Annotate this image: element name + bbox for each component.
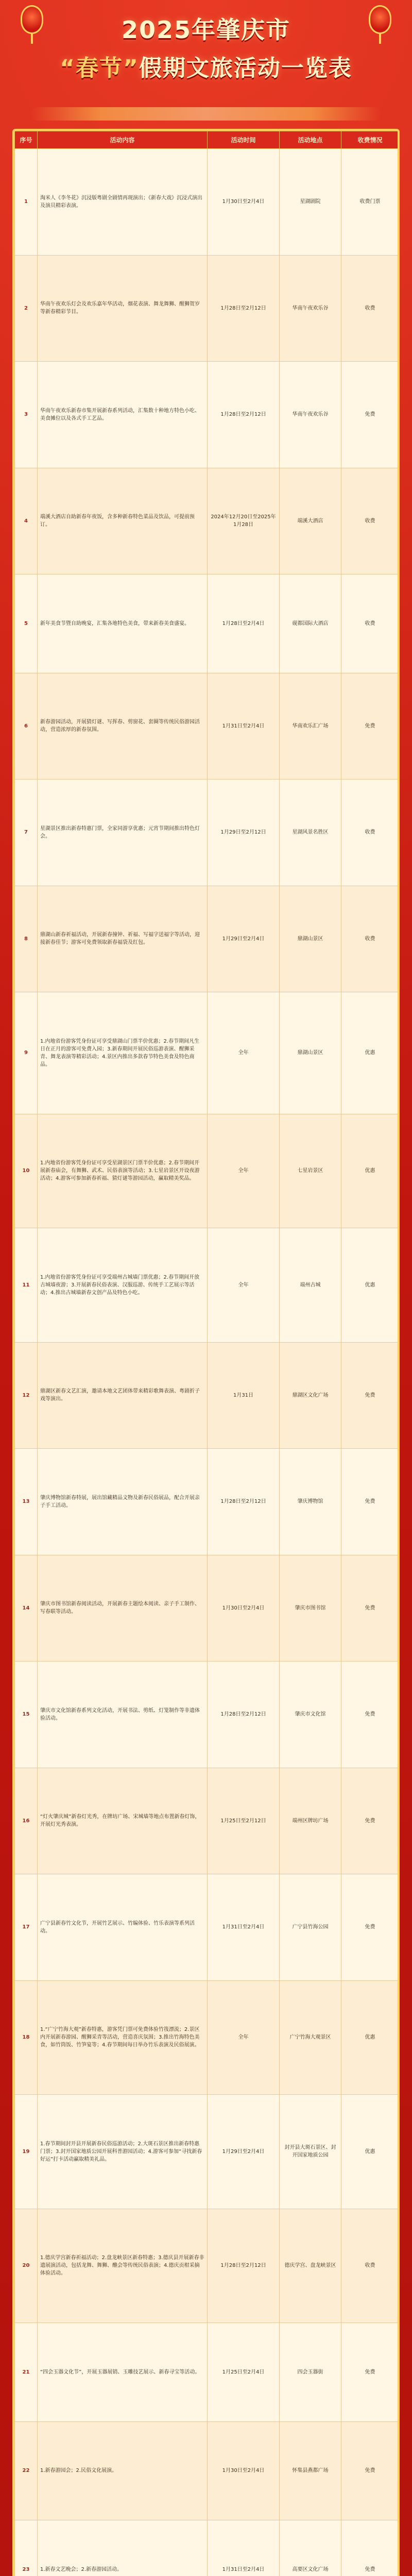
row-number: 22 (15, 2421, 38, 2520)
row-venue: 端州古城 (280, 1228, 341, 1343)
events-table-container (12, 129, 400, 2576)
row-fee: 收费门票 (341, 149, 399, 256)
table-row (15, 1874, 399, 1981)
column-header-fee: 收费情况 (341, 131, 399, 149)
row-content: 新年美食节暨自助晚宴，汇集各地特色美食，带来新春美食盛宴。 (38, 574, 208, 673)
row-content: 鼎湖山新春祈福活动，开展新春撞钟、祈福、写福字送福字等活动，迎接新春佳节；游客可免费领取新春福袋及红包。 (38, 886, 208, 992)
row-fee: 免费 (341, 362, 399, 468)
row-venue: 星湖风景名胜区 (280, 779, 341, 886)
row-fee: 免费 (341, 1342, 399, 1449)
row-time: 1月30日至2月4日 (208, 1555, 280, 1662)
row-number: 8 (15, 886, 38, 992)
table-row (15, 2421, 399, 2520)
table-row (15, 992, 399, 1114)
row-number: 18 (15, 1980, 38, 2095)
row-content: 华南午夜欢乐灯会及欢乐嘉年华活动，烟花表演、舞龙舞狮、醒狮贺岁等新春精彩节目。 (38, 255, 208, 362)
row-fee: 免费 (341, 673, 399, 779)
row-number: 20 (15, 2209, 38, 2323)
table-row (15, 2520, 399, 2576)
table-row (15, 255, 399, 362)
table-row (15, 2323, 399, 2422)
table-row (15, 1768, 399, 1874)
row-venue: 肇庆市文化馆 (280, 1662, 341, 1768)
table-row (15, 673, 399, 779)
row-venue: 七星岩景区 (280, 1114, 341, 1228)
row-venue: 鼎湖山景区 (280, 992, 341, 1114)
row-fee: 免费 (341, 1874, 399, 1981)
row-time: 1月31日 (208, 1342, 280, 1449)
row-content: 星湖景区推出新春特惠门票，全家同游享优惠；元宵节期间推出特色灯会。 (38, 779, 208, 886)
row-number: 23 (15, 2520, 38, 2576)
row-venue: 星湖剧院 (280, 149, 341, 256)
row-number: 2 (15, 255, 38, 362)
row-time: 1月28日至2月12日 (208, 362, 280, 468)
row-content: 1.“广宁竹海大观”新春特惠，游客凭门票可免费体验竹筏漂流；2.景区内开展新春游园、醒狮采青等活动，营造喜庆氛围；3.推出竹海特色美食，如竹筒饭、竹笋宴等；4.春节期间每日举办竹乐表演及民俗展演。 (38, 1980, 208, 2095)
row-time: 1月28日至2月12日 (208, 255, 280, 362)
row-number: 16 (15, 1768, 38, 1874)
row-content: 1.新春文艺晚会；2.新春游园活动。 (38, 2520, 208, 2576)
row-time: 1月30日至2月4日 (208, 2421, 280, 2520)
row-fee: 免费 (341, 2520, 399, 2576)
row-content: 鼎湖区新春文艺汇演，邀请本地文艺团体带来精彩歌舞表演、粤剧折子戏等演出。 (38, 1342, 208, 1449)
lantern-icon (369, 5, 391, 34)
row-fee: 优惠 (341, 2095, 399, 2209)
row-venue: 鼎湖山景区 (280, 886, 341, 992)
table-row (15, 1228, 399, 1343)
row-fee: 免费 (341, 2323, 399, 2422)
row-fee: 免费 (341, 2421, 399, 2520)
row-content: 1.内地省份游客凭身份证可享受端州古城墙门票优惠；2.春节期间开放古城墙夜游；3.开展新春民俗表演、汉服巡游、传统手工艺展示等活动；4.推出古城墙新春文创产品及特色小吃。 (38, 1228, 208, 1343)
row-number: 17 (15, 1874, 38, 1981)
row-venue: 砚都国际大酒店 (280, 574, 341, 673)
row-content: 广宁县新春竹文化节，开展竹艺展示、竹编体验、竹乐表演等系列活动。 (38, 1874, 208, 1981)
row-content: 1.内地省份游客凭身份证可享受星湖景区门票半价优惠；2.春节期间开展新春庙会，有舞狮、武术、民俗表演等活动；3.七星岩景区开设夜游活动；4.游客可参加新春祈福、猜灯谜等游园活动，赢取精美奖品。 (38, 1114, 208, 1228)
row-number: 3 (15, 362, 38, 468)
row-number: 1 (15, 149, 38, 256)
row-venue: 端州区牌坊广场 (280, 1768, 341, 1874)
row-fee: 收费 (341, 886, 399, 992)
row-number: 7 (15, 779, 38, 886)
table-row (15, 1555, 399, 1662)
row-content: 淘米人《李冬花》沉浸版粤剧全剧情再现演出；《新春大戏》沉浸式演出及演员精彩表演。 (38, 149, 208, 256)
table-row (15, 1662, 399, 1768)
row-time: 1月28日至2月12日 (208, 1449, 280, 1555)
row-content: 1.新春游园会；2.民俗文化展演。 (38, 2421, 208, 2520)
table-header-row (15, 131, 399, 149)
table-row (15, 2095, 399, 2209)
row-number: 13 (15, 1449, 38, 1555)
row-content: 华南午夜欢乐新春市集开展新春系列活动，汇集数十种地方特色小吃、美食摊位以及各式手工艺品。 (38, 362, 208, 468)
row-venue: 广宁县竹海公园 (280, 1874, 341, 1981)
table-row (15, 1449, 399, 1555)
row-content: “四会玉器文化节”，开展玉器展销、玉雕技艺展示、新春寻宝等活动。 (38, 2323, 208, 2422)
row-fee: 收费 (341, 255, 399, 362)
table-row (15, 574, 399, 673)
row-content: 肇庆市文化馆新春系列文化活动，开展书法、剪纸、灯笼制作等非遗体验活动。 (38, 1662, 208, 1768)
row-number: 6 (15, 673, 38, 779)
row-venue: 四会玉器街 (280, 2323, 341, 2422)
row-time: 全年 (208, 1980, 280, 2095)
row-time: 1月31日至2月4日 (208, 2520, 280, 2576)
row-number: 14 (15, 1555, 38, 1662)
row-venue: 端溪大酒店 (280, 468, 341, 574)
row-time: 全年 (208, 1114, 280, 1228)
column-header-no: 序号 (15, 131, 38, 149)
title-suffix: 假期文旅活动一览表 (139, 55, 352, 81)
column-header-time: 活动时间 (208, 131, 280, 149)
row-venue: 鼎湖区文化广场 (280, 1342, 341, 1449)
row-fee: 免费 (341, 1555, 399, 1662)
row-time: 1月28日至2月12日 (208, 2209, 280, 2323)
lantern-icon (21, 5, 43, 34)
events-table (14, 131, 399, 2576)
table-row (15, 468, 399, 574)
row-time: 1月29日至2月4日 (208, 886, 280, 992)
row-fee: 收费 (341, 2209, 399, 2323)
row-number: 5 (15, 574, 38, 673)
row-number: 12 (15, 1342, 38, 1449)
column-header-venue: 活动地点 (280, 131, 341, 149)
header (0, 0, 412, 129)
row-content: 肇庆市图书馆新春阅读活动，开展新春主题绘本阅读、亲子手工制作、写春联等活动。 (38, 1555, 208, 1662)
row-number: 15 (15, 1662, 38, 1768)
row-content: 1.德庆学宫新春祈福活动；2.盘龙峡景区新春特惠；3.德庆县开展新春非遗展演活动，包括龙舞、舞狮、醮会等传统民俗表演；4.德庆贡柑采摘体验活动。 (38, 2209, 208, 2323)
row-fee: 免费 (341, 1768, 399, 1874)
row-fee: 收费 (341, 468, 399, 574)
title-line-1: 2025年肇庆市 (121, 16, 291, 44)
row-number: 9 (15, 992, 38, 1114)
column-header-content: 活动内容 (38, 131, 208, 149)
row-venue: 华南午夜欢乐谷 (280, 255, 341, 362)
row-time: 1月25日至2月12日 (208, 1768, 280, 1874)
row-venue: 封开县大斑石景区、封开国家地质公园 (280, 2095, 341, 2209)
table-row (15, 1114, 399, 1228)
row-fee: 收费 (341, 779, 399, 886)
row-venue: 怀集县燕都广场 (280, 2421, 341, 2520)
row-time: 1月29日至2月4日 (208, 2095, 280, 2209)
row-number: 21 (15, 2323, 38, 2422)
row-number: 10 (15, 1114, 38, 1228)
row-venue: 华南午夜欢乐谷 (280, 362, 341, 468)
row-fee: 收费 (341, 574, 399, 673)
row-time: 全年 (208, 992, 280, 1114)
row-fee: 免费 (341, 1449, 399, 1555)
row-venue: 肇庆博物馆 (280, 1449, 341, 1555)
row-content: 端溪大酒店自助新春年夜饭，含多种新春特色菜品及饮品，可提前预订。 (38, 468, 208, 574)
row-time: 2024年12月20日至2025年1月28日 (208, 468, 280, 574)
row-content: 1.春节期间封开县开展新春民俗巡游活动；2.大斑石景区推出新春特惠门票；3.封开国家地质公园开展科普游园活动；4.游客可参加“寻找新春好运”打卡活动赢取精美礼品。 (38, 2095, 208, 2209)
row-fee: 优惠 (341, 1114, 399, 1228)
row-fee: 免费 (341, 1662, 399, 1768)
row-content: 新春游园活动，开展猜灯谜、写挥春、剪窗花、套圈等传统民俗游园活动，营造浓厚的新春氛围。 (38, 673, 208, 779)
row-venue: 高要区文化广场 (280, 2520, 341, 2576)
row-time: 全年 (208, 1228, 280, 1343)
row-content: “灯火肇庆城”新春灯光秀，在牌坊广场、宋城墙等地点布置新春灯饰，开展灯光秀表演。 (38, 1768, 208, 1874)
table-row (15, 149, 399, 256)
row-content: 肇庆博物馆新春特展，展出馆藏精品文物及新春民俗展品，配合开展亲子手工活动。 (38, 1449, 208, 1555)
row-number: 11 (15, 1228, 38, 1343)
row-content: 1.内地省份游客凭身份证可享受鼎湖山门票半价优惠；2.春节期间凡生日在正月的游客可免费入园；3.新春期间开展民俗巡游表演、醒狮采青、舞龙表演等精彩活动；4.景区内推出多款春节特色美食及特色商品。 (38, 992, 208, 1114)
row-time: 1月25日至2月4日 (208, 2323, 280, 2422)
table-row (15, 2209, 399, 2323)
row-venue: 广宁竹海大观景区 (280, 1980, 341, 2095)
row-time: 1月31日至2月4日 (208, 1874, 280, 1981)
table-row (15, 1342, 399, 1449)
row-time: 1月30日至2月4日 (208, 149, 280, 256)
row-number: 4 (15, 468, 38, 574)
row-fee: 优惠 (341, 992, 399, 1114)
title-highlight: “春节” (60, 55, 139, 81)
row-venue: 肇庆市图书馆 (280, 1555, 341, 1662)
title-line-2 (0, 49, 412, 82)
table-row (15, 886, 399, 992)
table-row (15, 779, 399, 886)
table-row (15, 1980, 399, 2095)
row-time: 1月28日至2月4日 (208, 574, 280, 673)
row-fee: 优惠 (341, 1980, 399, 2095)
row-time: 1月31日至2月4日 (208, 673, 280, 779)
header-ornament (31, 107, 381, 121)
row-venue: 华南欢乐汇广场 (280, 673, 341, 779)
table-body (15, 149, 399, 2576)
row-time: 1月28日至2月12日 (208, 1662, 280, 1768)
row-number: 19 (15, 2095, 38, 2209)
row-time: 1月29日至2月12日 (208, 779, 280, 886)
table-row (15, 362, 399, 468)
row-fee: 优惠 (341, 1228, 399, 1343)
row-venue: 德庆学宫、盘龙峡景区 (280, 2209, 341, 2323)
